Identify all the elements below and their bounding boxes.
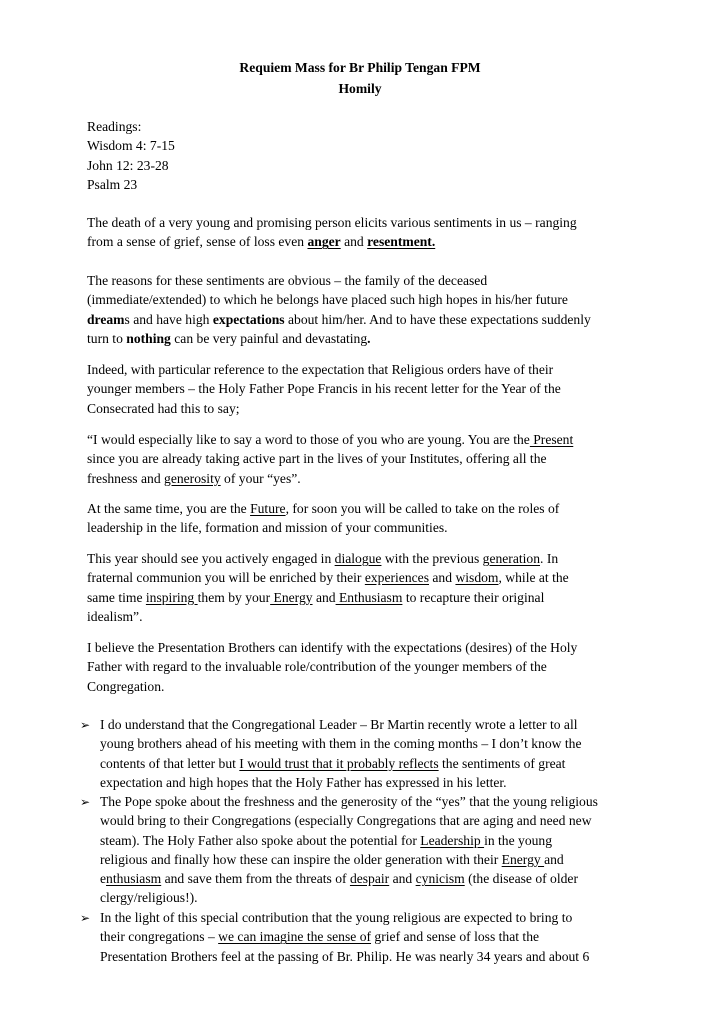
paragraph-3 xyxy=(87,360,637,418)
readings-list xyxy=(87,117,637,194)
underline-dialogue: dialogue xyxy=(334,551,382,566)
text-run: Father with regard to the invaluable role/contribution of the younger members of the xyxy=(87,659,547,675)
reading-item: John 12: 23-28 xyxy=(87,157,169,173)
text-run: Consecrated had this to say; xyxy=(87,400,240,416)
text-run: since you are already taking active part in the lives of your Institutes, offering all the xyxy=(87,451,547,467)
text-run: would bring to their Congregations (especially Congregations that are aging and need new xyxy=(100,813,592,829)
underline-despair: despair xyxy=(349,871,390,887)
text-run: of your “yes”. xyxy=(220,470,301,486)
text-run: , while at the xyxy=(498,570,569,586)
text-run: The Pope spoke about the freshness and the generosity of the “yes” that the young religious xyxy=(100,794,598,809)
text-run: turn to xyxy=(87,330,127,346)
paragraph-2 xyxy=(87,271,637,348)
text-run: and save them from the threats of xyxy=(161,871,350,887)
text-run: the sentiments of great xyxy=(438,755,566,771)
text-run: I do understand that the Congregational Leader – Br Martin recently wrote a letter to all xyxy=(100,717,578,732)
document-title: Requiem Mass for Br Philip Tengan FPM xyxy=(239,60,481,75)
quote-paragraph-2 xyxy=(87,499,637,538)
underline-enthusiasm: Enthusiasm xyxy=(335,589,403,605)
text-run: idealism”. xyxy=(87,608,143,624)
text-run: freshness and xyxy=(87,470,165,486)
text-run: In the light of this special contribution that the young religious are expected to bring to xyxy=(100,910,573,925)
underline-trust: I would trust that it probably reflects xyxy=(239,755,439,771)
underline-experiences: experiences xyxy=(364,570,429,586)
text-run: and xyxy=(544,851,564,867)
underline-leadership: Leadership xyxy=(420,832,485,848)
text-run: fraternal communion you will be enriched by their xyxy=(87,570,365,586)
text-run: “I would especially like to say a word to those of you who are young. You are the xyxy=(87,432,530,447)
underline-future: Future xyxy=(250,501,286,516)
text-run: s and have high xyxy=(124,311,213,327)
text-run: and xyxy=(389,871,416,887)
text-run: to recapture their original xyxy=(402,589,545,605)
emphasis-nothing: nothing xyxy=(126,330,171,346)
bullet-arrow-icon: ➢ xyxy=(80,795,91,809)
reading-item: Psalm 23 xyxy=(87,176,138,192)
underline-present: Present xyxy=(529,432,574,447)
readings-heading: Readings: xyxy=(87,119,142,134)
text-run: grief and sense of loss that the xyxy=(371,929,540,945)
text-run: about him/her. And to have these expectations suddenly xyxy=(284,311,591,327)
underline-cynicism: cynicism xyxy=(415,871,465,887)
underline-wisdom: wisdom xyxy=(455,570,499,586)
text-run: and xyxy=(340,234,368,250)
emphasis-anger: anger xyxy=(307,234,341,250)
text-run: and xyxy=(429,570,456,586)
text-run: contents of that letter but xyxy=(100,755,240,771)
bullet-item-1 xyxy=(100,715,660,792)
text-run: steam). The Holy Father also spoke about the potential for xyxy=(100,832,421,848)
text-run: (immediate/extended) to which he belongs have placed such high hopes in his/her future xyxy=(87,292,568,308)
text-run: . In xyxy=(540,551,559,566)
quote-paragraph-1 xyxy=(87,430,637,488)
text-run: clergy/religious!). xyxy=(100,890,198,906)
reading-item: Wisdom 4: 7-15 xyxy=(87,138,175,154)
text-run: them by your xyxy=(197,589,271,605)
underline-inspiring: inspiring xyxy=(145,589,198,605)
text-run: younger members – the Holy Father Pope Francis in his recent letter for the Year of the xyxy=(87,381,561,397)
text-run: The death of a very young and promising person elicits various sentiments in us – ranging xyxy=(87,215,577,230)
text-run: Congregation. xyxy=(87,678,165,694)
bullet-arrow-icon: ➢ xyxy=(80,911,91,925)
emphasis-dream: dream xyxy=(87,311,125,327)
underline-energy: Energy xyxy=(270,589,313,605)
underline-enthusiasm: nthusiasm xyxy=(106,871,162,887)
quote-paragraph-3 xyxy=(87,549,637,626)
bullet-arrow-icon: ➢ xyxy=(80,718,91,732)
text-run: their congregations – xyxy=(100,929,219,945)
text-run: expectation and high hopes that the Holy Father has expressed in his letter. xyxy=(100,774,507,790)
text-run: with the previous xyxy=(381,551,483,566)
text-run: religious and finally how these can inspire the older generation with their xyxy=(100,851,502,867)
paragraph-1 xyxy=(87,213,637,252)
emphasis-expectations: expectations xyxy=(212,311,285,327)
text-run: , for soon you will be called to take on the roles of xyxy=(285,501,560,516)
text-run: same time xyxy=(87,589,146,605)
underline-imagine: we can imagine the sense of xyxy=(218,929,372,945)
bullet-item-3 xyxy=(100,908,660,966)
text-run: can be very painful and devastating xyxy=(170,330,368,346)
text-run: in the young xyxy=(484,832,553,848)
text-run: from a sense of grief, sense of loss even xyxy=(87,234,308,250)
bullet-item-2 xyxy=(100,792,660,908)
emphasis-resentment: resentment. xyxy=(367,234,436,250)
text-run: Presentation Brothers feel at the passing of Br. Philip. He was nearly 34 years and about 6 xyxy=(100,948,590,964)
text-run: This year should see you actively engaged in xyxy=(87,551,335,566)
text-run: I believe the Presentation Brothers can identify with the expectations (desires) of the Holy xyxy=(87,640,578,655)
underline-generosity: generosity xyxy=(164,470,221,486)
text-run: Indeed, with particular reference to the expectation that Religious orders have of their xyxy=(87,362,554,377)
text-run: At the same time, you are the xyxy=(87,501,251,516)
text-run: and xyxy=(312,589,336,605)
text-run: leadership in the life, formation and mission of your communities. xyxy=(87,520,448,536)
underline-generation: generation xyxy=(482,551,541,566)
emphasis-period: . xyxy=(367,330,371,346)
text-run: (the disease of older xyxy=(464,871,578,887)
document-subtitle: Homily xyxy=(338,81,382,96)
underline-energy: Energy xyxy=(501,851,545,867)
paragraph-4 xyxy=(87,638,637,696)
text-run: The reasons for these sentiments are obvious – the family of the deceased xyxy=(87,273,488,288)
text-run: e xyxy=(100,871,107,887)
text-run: young brothers ahead of his meeting with them in the coming months – I don’t know the xyxy=(100,736,582,752)
